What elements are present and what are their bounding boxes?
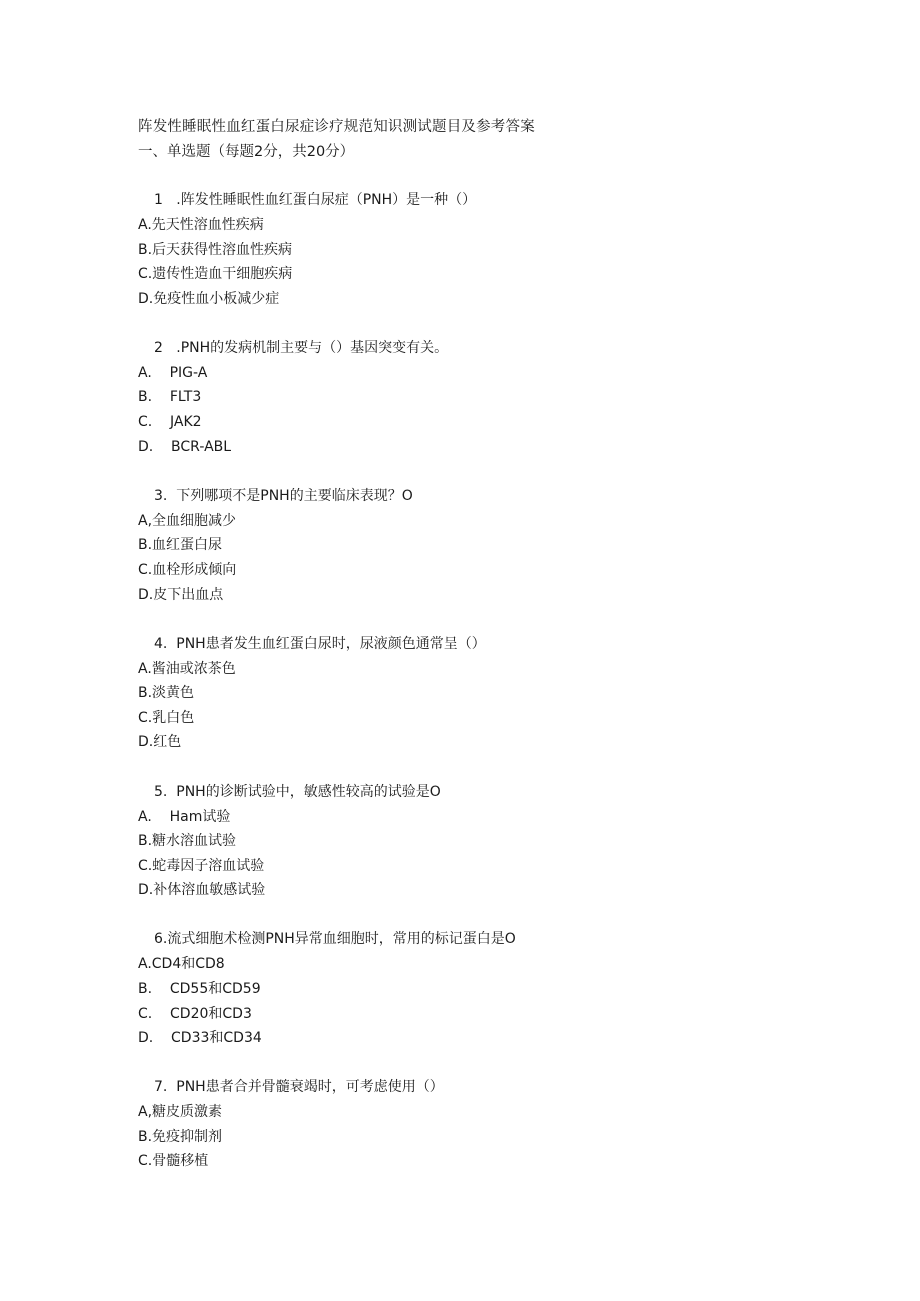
question-stem: 1 .阵发性睡眠性血红蛋白尿症（PNH）是一种（） — [154, 192, 477, 208]
option-c: C. JAK2 — [138, 414, 202, 431]
option-b: B.后天获得性溶血性疾病 — [138, 241, 293, 258]
option-a: A,全血细胞减少 — [138, 512, 237, 529]
option-d: D. BCR-ABL — [138, 438, 232, 455]
option-c: C. CD20和CD3 — [138, 1005, 252, 1022]
question-3 — [138, 486, 778, 609]
option-a: A. Ham试验 — [138, 808, 231, 825]
question-stem: 4. PNH患者发生血红蛋白尿时，尿液颜色通常呈（） — [154, 635, 486, 652]
question-5 — [138, 782, 778, 905]
option-c: C.遗传性造血干细胞疾病 — [138, 266, 293, 283]
option-b: B.淡黄色 — [138, 685, 195, 702]
question-list — [138, 190, 778, 1201]
question-4 — [138, 634, 778, 757]
question-stem: 3. 下列哪项不是PNH的主要临床表现？O — [154, 487, 413, 504]
option-c: C.骨髓移植 — [138, 1153, 209, 1170]
option-b: B.免疫抑制剂 — [138, 1128, 223, 1145]
option-d: D. CD33和CD34 — [138, 1030, 262, 1047]
option-d: D.免疫性血小板减少症 — [138, 290, 280, 307]
option-b: B. FLT3 — [138, 389, 202, 406]
question-stem: 7. PNH患者合并骨髓衰竭时，可考虑使用（） — [154, 1079, 444, 1096]
question-stem: 6.流式细胞术检测PNH异常血细胞时，常用的标记蛋白是O — [154, 931, 516, 948]
option-a: A. PIG-A — [138, 364, 208, 381]
document-title: 阵发性睡眠性血红蛋白尿症诊疗规范知识测试题目及参考答案 — [138, 119, 535, 135]
option-d: D.红色 — [138, 734, 182, 751]
option-c: C.乳白色 — [138, 709, 195, 726]
question-2 — [138, 338, 778, 461]
question-7 — [138, 1077, 778, 1176]
section-heading: 一、单选题（每题2分，共20分） — [138, 144, 355, 160]
option-d: D.补体溶血敏感试验 — [138, 882, 266, 899]
option-a: A,糖皮质激素 — [138, 1104, 223, 1121]
option-a: A.酱油或浓茶色 — [138, 660, 236, 677]
question-stem: 2 .PNH的发病机制主要与（）基因突变有关。 — [154, 339, 449, 356]
option-d: D.皮下出血点 — [138, 586, 224, 603]
option-b: B.血红蛋白尿 — [138, 537, 223, 554]
option-b: B.糖水溶血试验 — [138, 833, 237, 850]
question-1 — [138, 190, 778, 313]
option-a: A.CD4和CD8 — [138, 956, 225, 973]
option-a: A.先天性溶血性疾病 — [138, 217, 264, 233]
option-c: C.血栓形成倾向 — [138, 561, 237, 578]
question-6 — [138, 929, 778, 1052]
option-c: C.蛇毒因子溶血试验 — [138, 857, 265, 874]
question-stem: 5. PNH的诊断试验中，敏感性较高的试验是O — [154, 783, 441, 800]
option-b: B. CD55和CD59 — [138, 980, 261, 997]
